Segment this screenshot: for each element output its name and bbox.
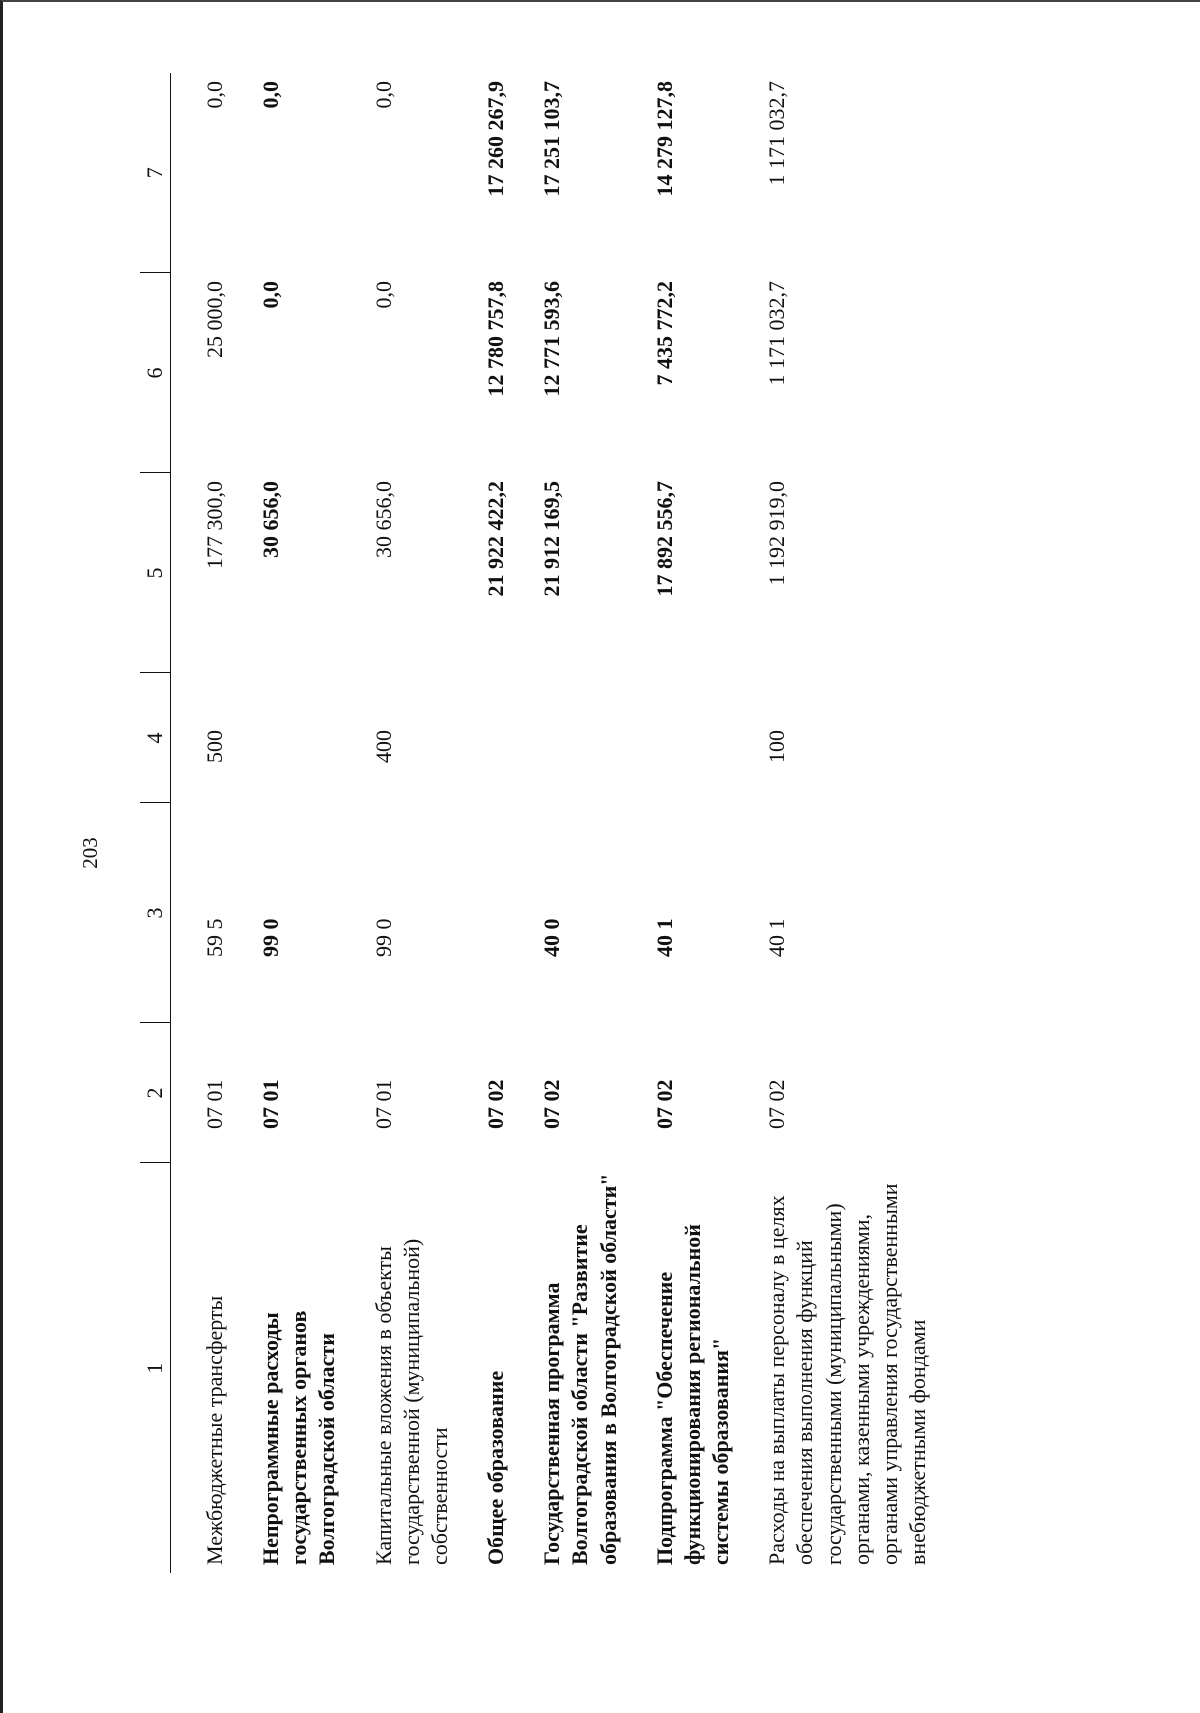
row-target (460, 803, 516, 1023)
page-number: 203 (78, 837, 102, 869)
row-col6: 7 435 772,2 (651, 281, 677, 386)
column-header: 5 (140, 473, 171, 673)
row-section: 07 01 (258, 1079, 284, 1129)
row-name: Государственная программа Волгоградской области "Развитие образования в Волгоградской области" (539, 1173, 621, 1565)
row-section: 07 01 (202, 1079, 227, 1129)
row-vr: 400 (370, 730, 396, 763)
table-row (741, 73, 938, 1573)
row-target: 40 1 (764, 918, 790, 957)
row-section: 07 02 (651, 1079, 677, 1129)
row-col5: 30 656,0 (258, 481, 284, 558)
row-col7: 0,0 (370, 81, 396, 109)
row-name: Подпрограмма "Обеспечение функционирования региональной системы образования" (651, 1224, 734, 1565)
row-target: 59 5 (202, 918, 227, 957)
row-col5: 30 656,0 (370, 481, 396, 558)
row-col5: 1 192 919,0 (764, 481, 790, 586)
row-col5: 17 892 556,7 (651, 481, 677, 597)
row-section: 07 02 (539, 1079, 565, 1129)
column-header: 6 (140, 273, 171, 473)
row-col6: 1 171 032,7 (764, 281, 790, 386)
column-header: 7 (140, 73, 171, 273)
table-row (171, 73, 236, 1573)
row-col7: 1 171 032,7 (764, 81, 790, 186)
row-target: 40 0 (539, 918, 565, 957)
row-vr (516, 673, 628, 803)
column-header: 2 (140, 1023, 171, 1163)
table-row (460, 73, 516, 1573)
column-header: 3 (140, 803, 171, 1023)
row-target: 40 1 (651, 918, 677, 957)
row-vr (235, 673, 347, 803)
budget-table (140, 73, 938, 1573)
row-section: 07 02 (483, 1079, 509, 1129)
row-section: 07 01 (370, 1079, 396, 1129)
table-row (516, 73, 628, 1573)
row-name: Межбюджетные трансферты (202, 1295, 227, 1565)
row-col6: 0,0 (258, 281, 284, 309)
row-col6: 25 000,0 (202, 281, 227, 358)
header-row (140, 73, 171, 1573)
row-col7: 17 260 267,9 (483, 81, 509, 197)
column-header: 4 (140, 673, 171, 803)
row-col7: 0,0 (258, 81, 284, 109)
row-col6: 12 780 757,8 (483, 281, 509, 397)
row-col5: 21 912 169,5 (539, 481, 565, 597)
row-col7: 0,0 (202, 81, 227, 109)
row-name: Непрограммные расходы государственных органов Волгоградской области (258, 1310, 340, 1565)
row-target: 99 0 (370, 918, 396, 957)
row-vr: 100 (764, 730, 790, 763)
row-section: 07 02 (764, 1079, 790, 1129)
row-vr (629, 673, 741, 803)
table-row (629, 73, 741, 1573)
table-row (235, 73, 347, 1573)
row-vr (460, 673, 516, 803)
row-col7: 14 279 127,8 (651, 81, 677, 197)
row-col7: 17 251 103,7 (539, 81, 565, 197)
column-header: 1 (140, 1163, 171, 1573)
row-col5: 21 922 422,2 (483, 481, 509, 597)
table-row (348, 73, 460, 1573)
row-col6: 0,0 (370, 281, 396, 309)
row-vr: 500 (202, 730, 227, 763)
row-target: 99 0 (258, 918, 284, 957)
row-col6: 12 771 593,6 (539, 281, 565, 397)
row-name: Общее образование (483, 1370, 509, 1565)
row-name: Расходы на выплаты персоналу в целях обеспечения выполнения функций государственными (муниципальными) органами, казенными учреждениями, органами управления государственными внебюджетными фондами (764, 1183, 930, 1565)
row-col5: 177 300,0 (202, 481, 227, 569)
row-name: Капитальные вложения в объекты государственной (муниципальной) собственности (370, 1238, 452, 1565)
